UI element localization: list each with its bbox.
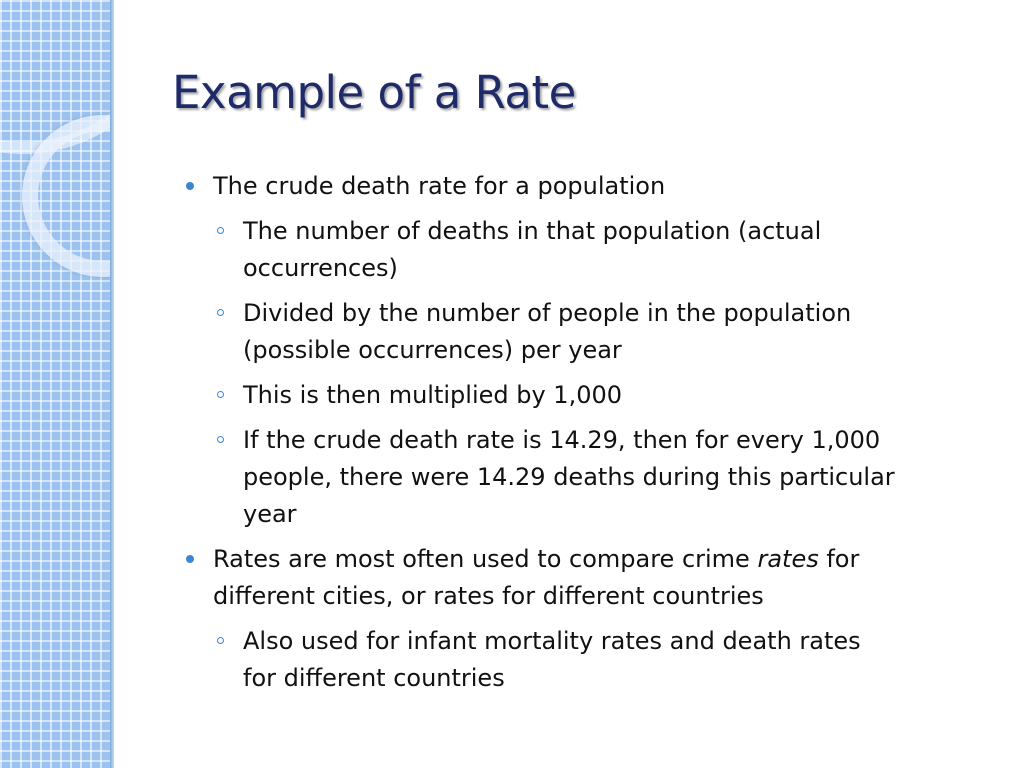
bullet-text: year (243, 500, 297, 528)
bullet-text: Also used for infant mortality rates and death rates (243, 627, 861, 655)
bullet-text-line (213, 541, 1001, 578)
sub-bullet-item-example (186, 422, 1001, 533)
bullet-text: different cities, or rates for different countries (213, 582, 764, 610)
hollow-circle-bullet-icon (217, 436, 224, 443)
bullet-text: people, there were 14.29 deaths during this particular (243, 463, 895, 491)
slide-title: Example of a Rate (172, 66, 576, 119)
filled-circle-bullet-icon (186, 555, 194, 563)
bullet-text: The number of deaths in that population (actual (243, 217, 822, 245)
bullet-text-emphasis: rates (757, 545, 819, 573)
sidebar-edge (110, 0, 114, 768)
sub-bullet-item-multiplied (186, 377, 1001, 414)
decorative-sidebar (0, 0, 113, 768)
filled-circle-bullet-icon (186, 182, 194, 190)
bullet-text: This is then multiplied by 1,000 (243, 381, 623, 409)
bullet-text-segment: Rates are most often used to compare crime (213, 545, 758, 573)
bullet-text: If the crude death rate is 14.29, then for every 1,000 (243, 426, 881, 454)
slide-body (186, 168, 1001, 705)
hollow-circle-bullet-icon (217, 309, 224, 316)
hollow-circle-bullet-icon (217, 391, 224, 398)
sub-bullet-item-infant-mortality (186, 623, 1001, 697)
sub-bullet-item-number-of-deaths (186, 213, 1001, 287)
hollow-circle-bullet-icon (217, 637, 224, 644)
bullet-text: (possible occurrences) per year (243, 336, 622, 364)
bullet-text: The crude death rate for a population (213, 172, 666, 200)
bullet-text: Divided by the number of people in the population (243, 299, 852, 327)
bullet-text-segment: for (818, 545, 860, 573)
bullet-text: for different countries (243, 664, 505, 692)
bullet-item-crude-death-rate (186, 168, 1001, 205)
bullet-text: occurrences) (243, 254, 398, 282)
hollow-circle-bullet-icon (217, 227, 224, 234)
sub-bullet-item-divided-by (186, 295, 1001, 369)
bullet-item-compare-crime-rates (186, 541, 1001, 615)
